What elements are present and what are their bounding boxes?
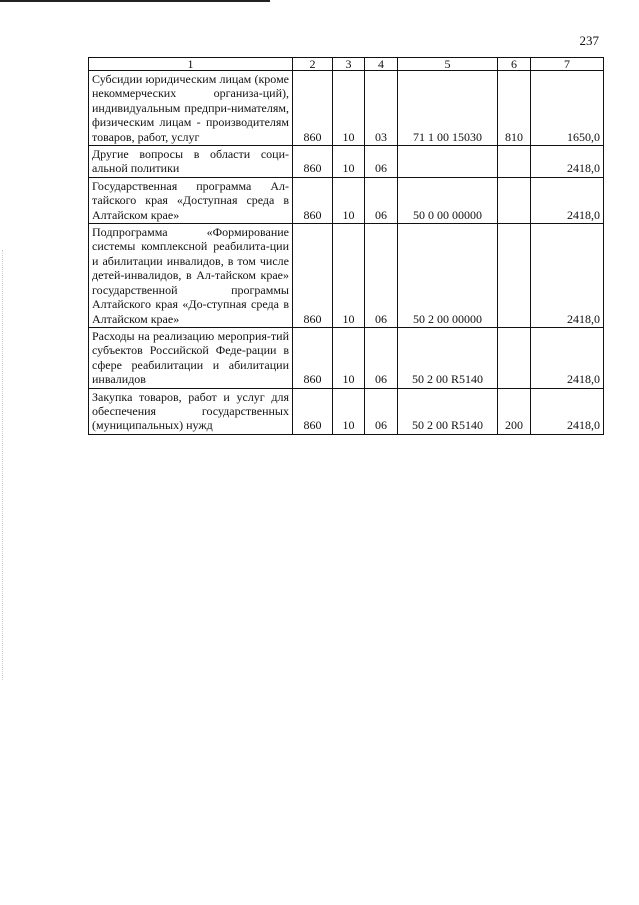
row-name: Подпрограмма «Формирование системы комплексной реабилита-ции и абилитации инвалидов, в том числе детей-инвалидов, в Ал-тайском крае» государственной программы Алтайского края «До-ступная среда в Алтайском крае» (89, 224, 293, 328)
row-expense-type: 200 (498, 388, 531, 434)
top-rule (0, 0, 270, 2)
row-amount: 2418,0 (531, 388, 604, 434)
row-amount: 2418,0 (531, 146, 604, 178)
row-ministry-code: 860 (293, 146, 333, 178)
column-header-3: 3 (333, 58, 365, 71)
row-ministry-code: 860 (293, 71, 333, 146)
table-row (89, 224, 604, 328)
row-target-article: 50 2 00 R5140 (398, 388, 498, 434)
row-amount: 1650,0 (531, 71, 604, 146)
row-ministry-code: 860 (293, 327, 333, 388)
column-header-6: 6 (498, 58, 531, 71)
row-target-article: 50 2 00 00000 (398, 224, 498, 328)
column-header-1: 1 (89, 58, 293, 71)
row-name: Другие вопросы в области соци-альной политики (89, 146, 293, 178)
column-header-7: 7 (531, 58, 604, 71)
row-ministry-code: 860 (293, 177, 333, 223)
row-target-article (398, 146, 498, 178)
row-target-article: 71 1 00 15030 (398, 71, 498, 146)
row-section-code: 10 (333, 388, 365, 434)
row-amount: 2418,0 (531, 177, 604, 223)
table-row (89, 177, 604, 223)
row-subsection-code: 06 (365, 177, 398, 223)
column-header-5: 5 (398, 58, 498, 71)
row-subsection-code: 06 (365, 224, 398, 328)
row-amount: 2418,0 (531, 224, 604, 328)
row-expense-type: 810 (498, 71, 531, 146)
row-section-code: 10 (333, 71, 365, 146)
row-expense-type (498, 177, 531, 223)
row-expense-type (498, 146, 531, 178)
table-row (89, 146, 604, 178)
budget-table (88, 57, 604, 435)
row-name: Государственная программа Ал-тайского края «Доступная среда в Алтайском крае» (89, 177, 293, 223)
table-row (89, 388, 604, 434)
column-header-4: 4 (365, 58, 398, 71)
row-subsection-code: 06 (365, 388, 398, 434)
row-target-article: 50 0 00 00000 (398, 177, 498, 223)
row-expense-type (498, 224, 531, 328)
row-ministry-code: 860 (293, 388, 333, 434)
row-name: Закупка товаров, работ и услуг для обеспечения государственных (муниципальных) нужд (89, 388, 293, 434)
table-row (89, 71, 604, 146)
scan-margin-dots (2, 250, 4, 680)
row-subsection-code: 03 (365, 71, 398, 146)
row-amount: 2418,0 (531, 327, 604, 388)
table-row (89, 327, 604, 388)
row-expense-type (498, 327, 531, 388)
row-name: Расходы на реализацию мероприя-тий субъектов Российской Феде-рации в сфере реабилитации и абилитации инвалидов (89, 327, 293, 388)
column-number-row (89, 58, 604, 71)
row-name: Субсидии юридическим лицам (кроме некоммерческих организа-ций), индивидуальным предпри-нимателям, физическим лицам - производителям товаров, работ, услуг (89, 71, 293, 146)
row-ministry-code: 860 (293, 224, 333, 328)
row-section-code: 10 (333, 327, 365, 388)
row-target-article: 50 2 00 R5140 (398, 327, 498, 388)
row-section-code: 10 (333, 146, 365, 178)
row-subsection-code: 06 (365, 146, 398, 178)
row-section-code: 10 (333, 224, 365, 328)
column-header-2: 2 (293, 58, 333, 71)
row-section-code: 10 (333, 177, 365, 223)
page-number: 237 (579, 33, 599, 48)
row-subsection-code: 06 (365, 327, 398, 388)
